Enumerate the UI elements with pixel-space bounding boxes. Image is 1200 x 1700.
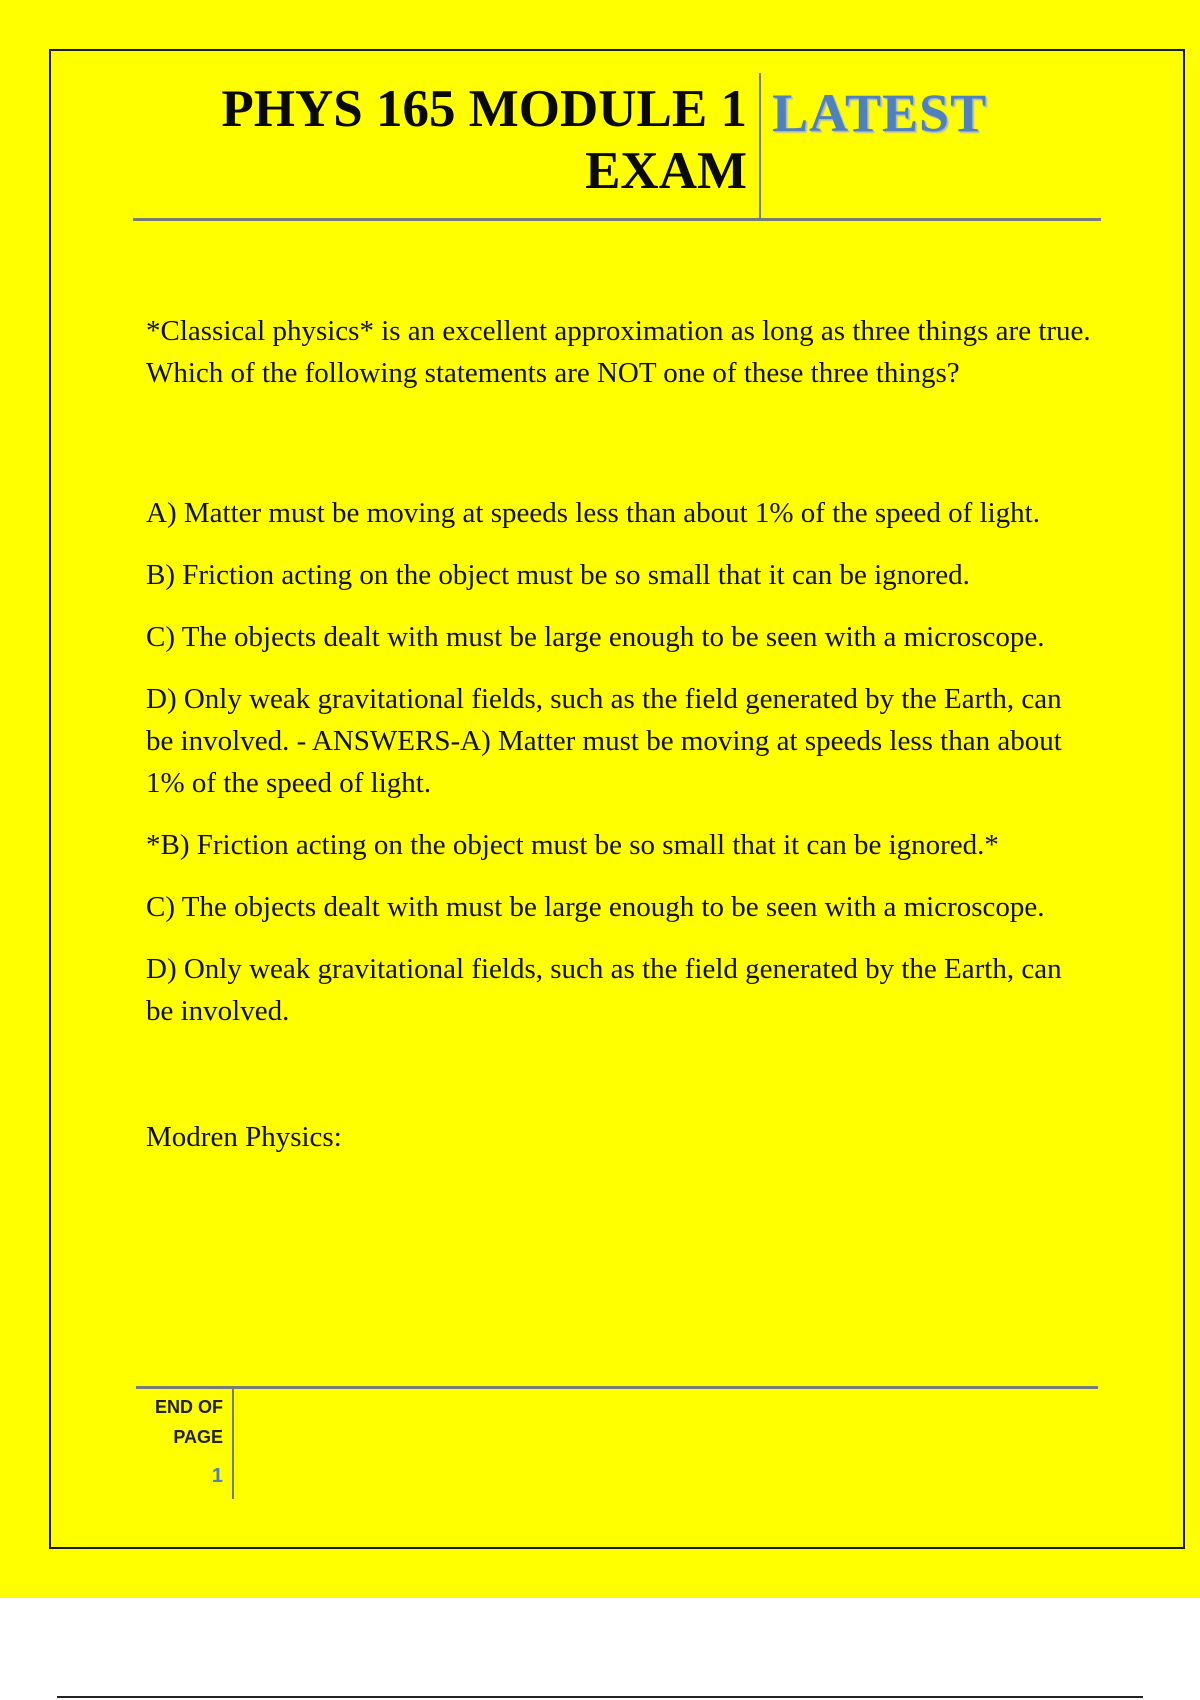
footer-page-number: 1 — [211, 1465, 223, 1487]
option-paragraph: D) Only weak gravitational fields, such as the field generated by the Earth, can be involved. — [146, 953, 1062, 1027]
page-title-line-1: PHYS 165 MODULE 1 — [221, 80, 747, 138]
footer-rule — [136, 1386, 1098, 1389]
page-title-line-2: EXAM — [585, 142, 747, 200]
bottom-rule — [57, 1696, 1143, 1698]
option-paragraph: *B) Friction acting on the object must be so small that it can be ignored.* — [146, 829, 999, 861]
page-title — [130, 78, 747, 202]
footer-end-of-page-label: END OF PAGE — [154, 1397, 223, 1447]
option-paragraph: C) The objects dealt with must be large enough to be seen with a microscope. — [146, 621, 1045, 653]
footer-divider — [232, 1389, 234, 1499]
latest-badge: LATEST — [772, 83, 988, 143]
option-paragraph: A) Matter must be moving at speeds less than about 1% of the speed of light. — [146, 497, 1040, 529]
document-body — [146, 310, 1096, 1158]
option-paragraph: C) The objects dealt with must be large enough to be seen with a microscope. — [146, 891, 1045, 923]
option-paragraph: D) Only weak gravitational fields, such as the field generated by the Earth, can be involved. - ANSWERS-A) Matter must be moving at speeds less than about 1% of the speed of light. — [146, 683, 1062, 799]
question-text: *Classical physics* is an excellent approximation as long as three things are true. Which of the following statements are NOT one of these three things? — [146, 315, 1091, 389]
header-divider — [759, 73, 761, 219]
option-paragraph: B) Friction acting on the object must be so small that it can be ignored. — [146, 559, 970, 591]
header-rule — [133, 218, 1101, 221]
section-label: Modren Physics: — [146, 1121, 342, 1153]
